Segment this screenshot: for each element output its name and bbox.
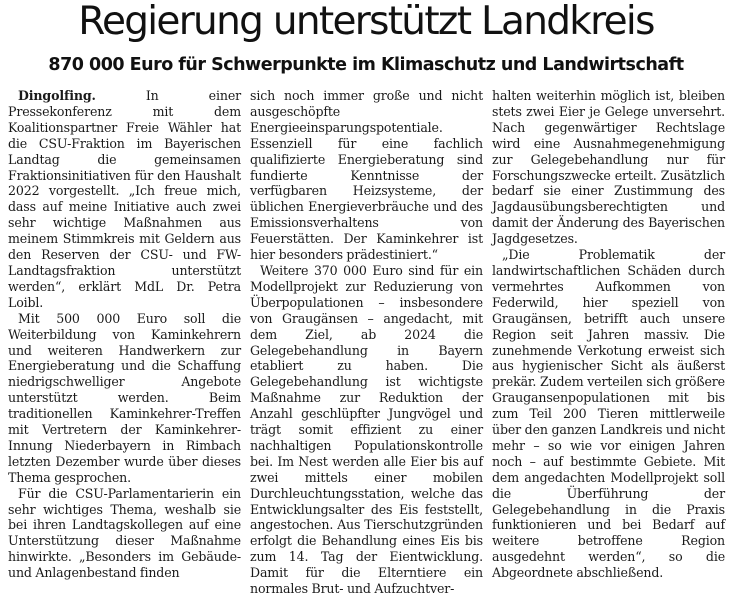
article-body xyxy=(8,88,725,597)
paragraph: Für die CSU-Parlamentarierin ein sehr wichtiges Thema, weshalb sie bei ihren Landtagskollegen auf eine Unterstützung dieser Maßnahme hinwirkte. „Besonders im Gebäude- und Anlagenbestand finden xyxy=(8,485,241,581)
paragraph: sich noch immer große und nicht ausgeschöpfte Energieeinsparungspotentiale. Essenziell für eine fachlich qualifizierte Energieberatung sind fundierte Kenntnisse der verfügbaren Heizsysteme, der üblichen Energieverbräuche und des Emissionsverhaltens von Feuerstätten. Der Kaminkehrer ist hier besonders prädestiniert.“ xyxy=(250,88,483,263)
paragraph-text: In einer Pressekonferenz mit dem Koalitionspartner Freie Wähler hat die CSU-Fraktion im Bayerischen Landtag die gemeinsamen Fraktionsinitiativen für den Haushalt 2022 vorgestellt. „Ich freue mich, dass auf meine Initiative auch zwei sehr wichtige Maßnahmen aus meinem Stimmkreis mit Geldern aus den Reserven der CSU- und FW-Landtagsfraktion unterstützt werden“, erklärt MdL Dr. Petra Loibl. xyxy=(8,88,241,310)
paragraph: Mit 500 000 Euro soll die Weiterbildung von Kaminkehrern und weiteren Handwerkern zur Energieberatung und die Schaffung niedrigschwelliger Angebote unterstützt werden. Beim traditionellen Kaminkehrer-Treffen mit Vertretern der Kaminkehrer-Innung Niederbayern in Rimbach letzten Dezember wurde über dieses Thema gesprochen. xyxy=(8,310,241,485)
column-2 xyxy=(250,88,483,597)
dateline: Dingolfing. xyxy=(18,88,96,103)
column-3 xyxy=(492,88,725,581)
column-1 xyxy=(8,88,241,581)
paragraph: „Die Problematik der landwirtschaftlichen Schäden durch vermehrtes Aufkommen von Federwild, hier speziell von Graugänsen, betrifft auch unsere Region seit Jahren massiv. Die zunehmende Verkotung erweist sich aus hygienischer Sicht als äußerst prekär. Zudem verteilen sich größere Graugansenpopulationen mit bis zum Teil 200 Tieren mittlerweile über den ganzen Landkreis und nicht mehr – so wie vor einigen Jahren noch – auf bestimmte Gebiete. Mit dem angedachten Modellprojekt soll die Überführung der Gelegebehandlung in die Praxis funktionieren und bei Bedarf auf weitere betroffene Region ausgedehnt werden“, so die Abgeordnete abschließend. xyxy=(492,247,725,581)
subheadline: 870 000 Euro für Schwerpunkte im Klimaschutz und Landwirtschaft xyxy=(48,55,684,75)
headline: Regierung unterstützt Landkreis xyxy=(78,0,654,44)
paragraph: Weitere 370 000 Euro sind für ein Modellprojekt zur Reduzierung von Überpopulationen – insbesondere von Graugänsen – angedacht, mit dem Ziel, ab 2024 die Gelegebehandlung in Bayern etabliert zu haben. Die Gelegebehandlung ist wichtigste Maßnahme zur Reduktion der Anzahl geschlüpfter Jungvögel und trägt somit effizient zu einer nachhaltigen Populationskontrolle bei. Im Nest werden alle Eier bis auf zwei mittels einer mobilen Durchleuchtungsstation, welche das Entwicklungsalter des Eis feststellt, angestochen. Aus Tierschutzgründen erfolgt die Behandlung eines Eis bis zum 14. Tag der Eientwicklung. Damit für die Elterntiere ein normales Brut- und Aufzuchtver- xyxy=(250,262,483,597)
paragraph xyxy=(8,88,241,311)
paragraph: halten weiterhin möglich ist, bleiben stets zwei Eier je Gelege unversehrt. Nach gegenwärtiger Rechtslage wird eine Ausnahmegenehmigung zur Gelegebehandlung nur für Forschungszwecke erteilt. Zusätzlich bedarf sie einer Zustimmung des Jagdausübungsberechtigten und damit der Änderung des Bayerischen Jagdgesetzes. xyxy=(492,88,725,247)
